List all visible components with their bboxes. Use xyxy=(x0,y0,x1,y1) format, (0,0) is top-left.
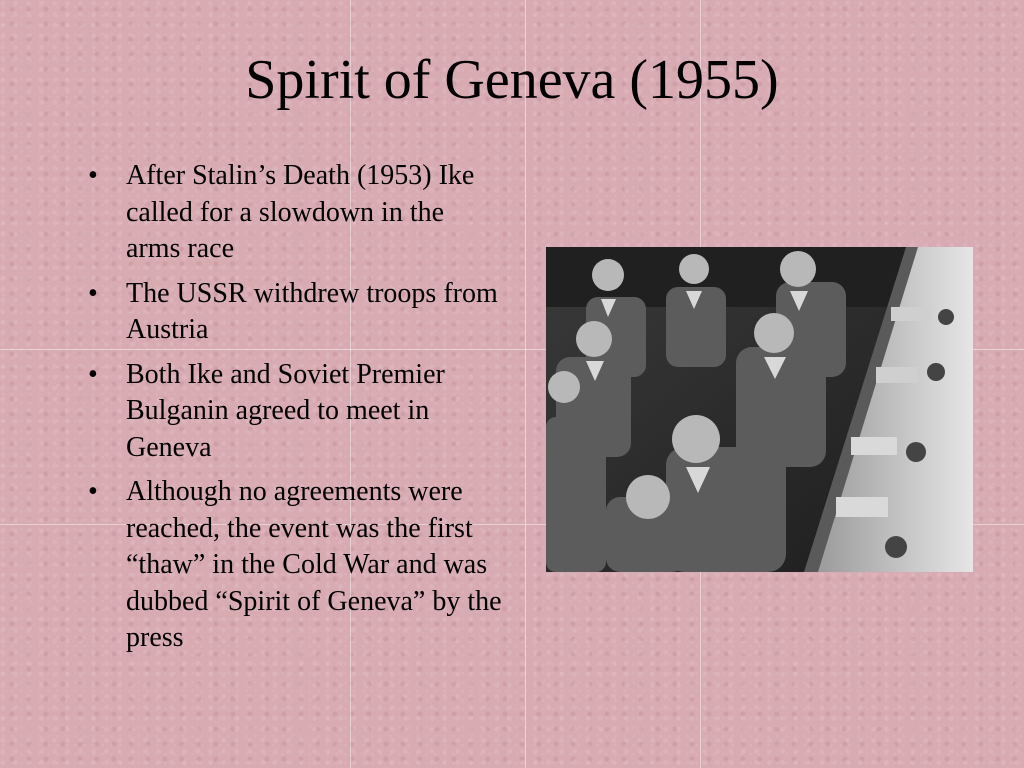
bullet-item: • Both Ike and Soviet Premier Bulganin agreed to meet in Geneva xyxy=(84,357,504,467)
slide-title: Spirit of Geneva (1955) xyxy=(245,49,779,111)
bullet-item: • The USSR withdrew troops from Austria xyxy=(84,276,504,349)
bullet-list xyxy=(84,158,504,665)
bullet-item: • Although no agreements were reached, the event was the first “thaw” in the Cold War and was dubbed “Spirit of Geneva” by the press xyxy=(84,474,504,657)
geneva-conference-photo xyxy=(546,247,973,572)
bullet-item: • After Stalin’s Death (1953) Ike called for a slowdown in the arms race xyxy=(84,158,504,268)
conference-photo-illustration xyxy=(546,247,973,572)
